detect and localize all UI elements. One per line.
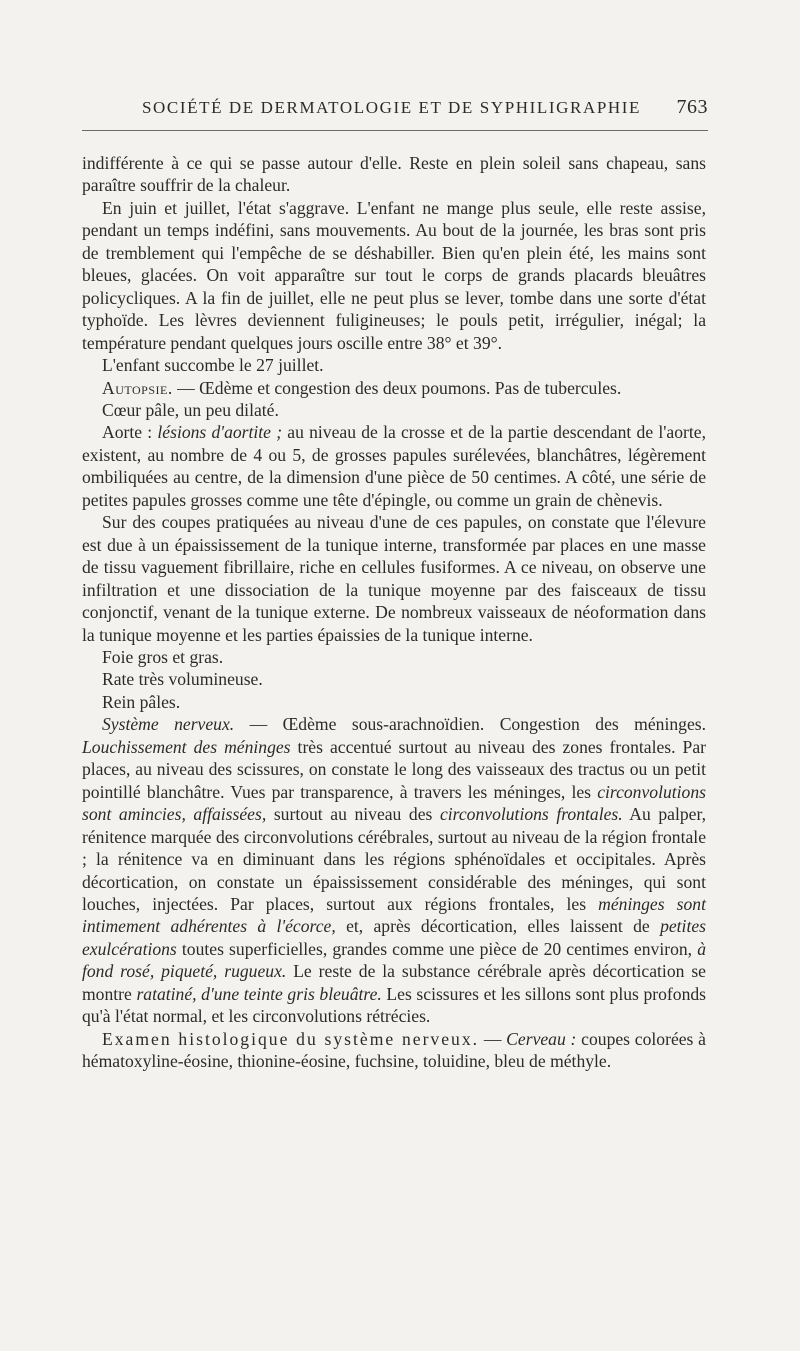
brain-label: Cerveau : [506, 1028, 577, 1049]
paragraph-text: Rate très volumineuse. [102, 669, 263, 690]
paragraph-text: L'enfant succombe le 27 juillet. [102, 355, 324, 376]
italic-phrase: circonvolutions frontales. [439, 804, 623, 825]
paragraph-spleen [82, 668, 706, 690]
autopsy-label: Autopsie. [102, 377, 173, 398]
paragraph-text: Rein pâles. [102, 691, 181, 712]
italic-phrase: petites exulcérations [82, 916, 706, 959]
paragraph-histology [82, 1028, 706, 1073]
paragraph-text: coupes colorées à hématoxyline-éosine, thionine-éosine, fuchsine, toluidine, bleu de méthyle. [82, 1028, 706, 1072]
header-rule [82, 130, 708, 131]
aorta-italic: lésions d'aortite ; [157, 422, 283, 443]
paragraph-death [82, 354, 706, 376]
paragraph-text: très accentué surtout au niveau des zones frontales. Par places, au niveau des scissures, on constate le long des vaisseaux des tractus ou un petit pointillé blanchâtre. Vues par transparence, à travers les méninges, les [82, 736, 706, 802]
paragraph-text: En juin et juillet, l'état s'aggrave. L'enfant ne mange plus seule, elle reste assise, pendant un temps indéfini, sans mouvements. Au bout de la journée, les bras sont pris de tremblement qui l'empêche de se déshabiller. Bien qu'en plein été, les mains sont bleues, glacées. On voit apparaître sur tout le corps de grands placards bleuâtres policycliques. A la fin de juillet, elle ne peut plus se lever, tombe dans une sorte d'état typhoïde. Les lèvres deviennent fuligineuses; le pouls petit, irrégulier, inégal; la température pendant quelques jours oscille entre 38° et 39°. [82, 197, 706, 353]
running-title: SOCIÉTÉ DE DERMATOLOGIE ET DE SYPHILIGRAPHIE [142, 98, 642, 117]
running-head [82, 96, 708, 122]
nervous-system-label: Système nerveux. [102, 714, 235, 735]
paragraph-text: surtout au niveau des [266, 804, 440, 825]
paragraph-kidney [82, 691, 706, 713]
paragraph-text: toutes superficielles, grandes comme une pièce de 20 centimes environ, [176, 938, 698, 959]
paragraph-autopsy [82, 377, 706, 399]
paragraph-text: Au palper, rénitence marquée des circonvolutions cérébrales, surtout au niveau de la région frontale ; la rénitence va en diminuant dans les régions sphénoïdales et occipitales. Après décortication, on constate un épaississement considérable des méninges, qui sont louches, injectées. Par places, surtout aux régions frontales, les [82, 804, 706, 914]
paragraph-text: — Œdème et congestion des deux poumons. Pas de tubercules. [172, 377, 622, 398]
paragraph-text: Cœur pâle, un peu dilaté. [102, 399, 279, 420]
italic-phrase: Louchissement des méninges [82, 736, 291, 757]
paragraph-text: Les scissures et les sillons sont plus profonds qu'à l'état normal, et les circonvolutions rétrécies. [82, 983, 707, 1027]
paragraph-text: Sur des coupes pratiquées au niveau d'une de ces papules, on constate que l'élevure est due à un épaississement de la tunique interne, transformée par places en une masse de tissu vaguement fibrillaire, riche en cellules fusiformes. A ce niveau, on observe une infiltration et une dissociation de la tunique moyenne par des faisceaux de tissu conjonctif, venant de la tunique externe. De nombreux vaisseaux de néoformation dans la tunique moyenne et les parties épaissies de la tunique interne. [82, 512, 706, 645]
paragraph-text: Le reste de la substance cérébrale après décortication se montre [82, 961, 706, 1004]
italic-phrase: méninges sont intimement adhérentes à l'écorce, [82, 893, 706, 937]
paragraph-text: Foie gros et gras. [102, 646, 224, 667]
paragraph-worsening [82, 197, 706, 354]
paragraph-continuation [82, 152, 706, 197]
page-number: 763 [676, 96, 708, 118]
paragraph-text: — Œdème sous-arachnoïdien. Congestion des méninges. [234, 714, 707, 735]
paragraph-text: au niveau de la crosse et de la partie descendant de l'aorte, existent, au nombre de 4 ou 5, de grosses papules surélevées, blanchâtres, légèrement ombiliquées au centre, de la dimension d'une pièce de 50 centimes. A côté, une série de petites papules grosses comme une tête d'épingle, ou comme un grain de chènevis. [82, 422, 706, 510]
paragraph-aorta [82, 421, 706, 511]
dash: — [479, 1028, 507, 1049]
italic-phrase: circonvolutions sont amincies, affaissées, [82, 781, 706, 825]
paragraph-sections [82, 511, 706, 646]
paragraph-text: et, après décortication, elles laissent de [335, 916, 661, 937]
paragraph-text: indifférente à ce qui se passe autour d'elle. Reste en plein soleil sans chapeau, sans paraître souffrir de la chaleur. [82, 153, 706, 196]
paragraph-liver [82, 646, 706, 668]
italic-phrase: ratatiné, d'une teinte gris bleuâtre. [136, 983, 382, 1004]
aorta-lead: Aorte : [102, 422, 158, 443]
histology-heading: Examen histologique du système nerveux. [102, 1028, 480, 1049]
body-text [82, 152, 706, 1073]
paragraph-nervous-system [82, 713, 706, 1027]
paragraph-heart [82, 399, 706, 421]
italic-phrase: à fond rosé, piqueté, rugueux. [82, 938, 706, 982]
